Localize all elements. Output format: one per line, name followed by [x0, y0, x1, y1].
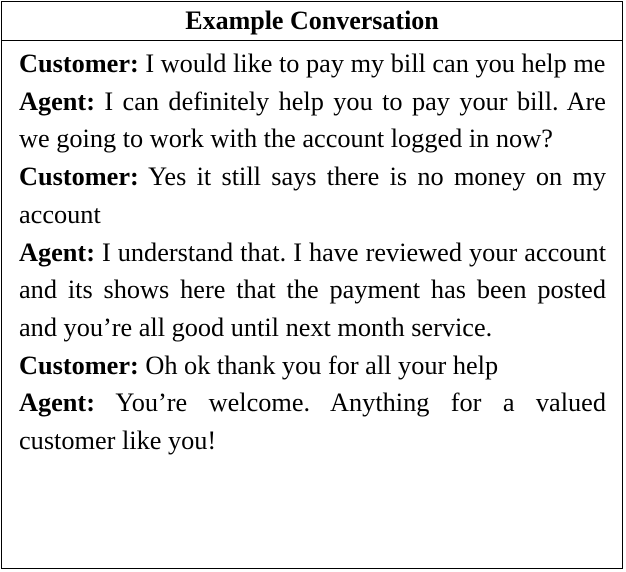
turn-customer: [19, 158, 606, 233]
turn-customer: [19, 45, 606, 83]
speaker-label: Agent:: [19, 237, 95, 267]
turn-agent: [19, 384, 606, 459]
turn-agent: [19, 234, 606, 347]
conversation-table: [1, 1, 623, 569]
turn-text: Yes it still says there is no money on my account: [19, 162, 606, 229]
turn-text: I understand that. I have reviewed your account and its shows here that the payment has been posted and you’re all good until next month service.: [19, 237, 607, 342]
speaker-label: Customer:: [19, 49, 139, 78]
turn-text: I would like to pay my bill can you help me: [145, 49, 606, 78]
turn-text: I can definitely help you to pay your bill. Are we going to work with the account logged in now?: [19, 86, 606, 154]
conversation-body: [2, 41, 622, 460]
speaker-label: Agent:: [19, 86, 95, 116]
turn-text: Oh ok thank you for all your help: [145, 350, 499, 380]
table-title: Example Conversation: [2, 2, 622, 41]
turn-agent: [19, 83, 606, 158]
turn-customer: [19, 347, 606, 385]
turn-text: You’re welcome. Anything for a valued customer like you!: [19, 388, 606, 456]
speaker-label: Customer:: [19, 350, 139, 380]
speaker-label: Customer:: [19, 162, 139, 192]
speaker-label: Agent:: [19, 388, 95, 418]
